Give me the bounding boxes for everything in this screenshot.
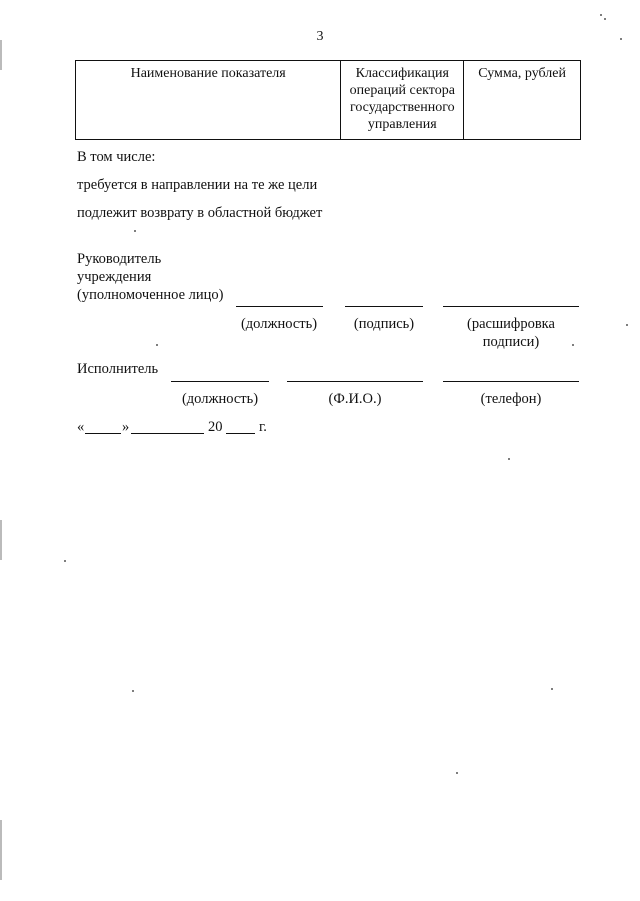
executor-name-caption: (Ф.И.О.) (328, 391, 382, 407)
required-same-purpose-line: требуется в направлении на те же цели (77, 177, 318, 193)
scan-edge-mark (0, 820, 2, 880)
indicator-table (75, 60, 581, 140)
date-year-field[interactable] (226, 433, 255, 434)
scan-speck (134, 230, 136, 232)
scan-speck (572, 344, 574, 346)
scan-speck (456, 772, 458, 774)
date-month-field[interactable] (131, 433, 204, 434)
table-header-row (76, 61, 581, 140)
head-label-line1: Руководитель (77, 251, 162, 267)
date-year-suffix: г. (259, 419, 267, 435)
col-classification: Классификация операций сектора государственного управления (341, 61, 464, 140)
executor-phone-caption: (телефон) (480, 391, 542, 407)
scan-speck (132, 690, 134, 692)
head-decoding-caption: (расшифровка подписи) (467, 316, 555, 350)
scan-speck (156, 344, 158, 346)
including-label: В том числе: (77, 149, 156, 165)
head-label-line3: (уполномоченное лицо) (77, 287, 224, 303)
executor-position-field[interactable] (171, 381, 269, 382)
col-amount: Сумма, рублей (464, 61, 581, 140)
head-position-field[interactable] (236, 306, 323, 307)
scan-speck (64, 560, 66, 562)
executor-label: Исполнитель (77, 361, 159, 377)
scan-edge-mark (0, 40, 2, 70)
scan-speck (551, 688, 553, 690)
scan-speck (508, 458, 510, 460)
scan-speck (620, 38, 622, 40)
scan-speck (600, 14, 602, 16)
scan-speck (604, 18, 606, 20)
executor-name-field[interactable] (287, 381, 423, 382)
date-day-field[interactable] (85, 433, 121, 434)
head-signature-caption: (подпись) (353, 316, 415, 332)
head-decoding-field[interactable] (443, 306, 579, 307)
date-year-prefix: 20 (208, 419, 223, 435)
scan-edge-mark (0, 520, 2, 560)
page-number: 3 (316, 29, 324, 44)
head-position-caption: (должность) (240, 316, 318, 332)
executor-position-caption: (должность) (181, 391, 259, 407)
executor-phone-field[interactable] (443, 381, 579, 382)
head-label-line2: учреждения (77, 269, 152, 285)
col-indicator-name: Наименование показателя (76, 61, 341, 140)
scan-speck (626, 324, 628, 326)
head-signature-field[interactable] (345, 306, 423, 307)
date-close-quote: » (122, 419, 130, 435)
date-open-quote: « (77, 419, 85, 435)
return-to-budget-line: подлежит возврату в областной бюджет (77, 205, 323, 221)
